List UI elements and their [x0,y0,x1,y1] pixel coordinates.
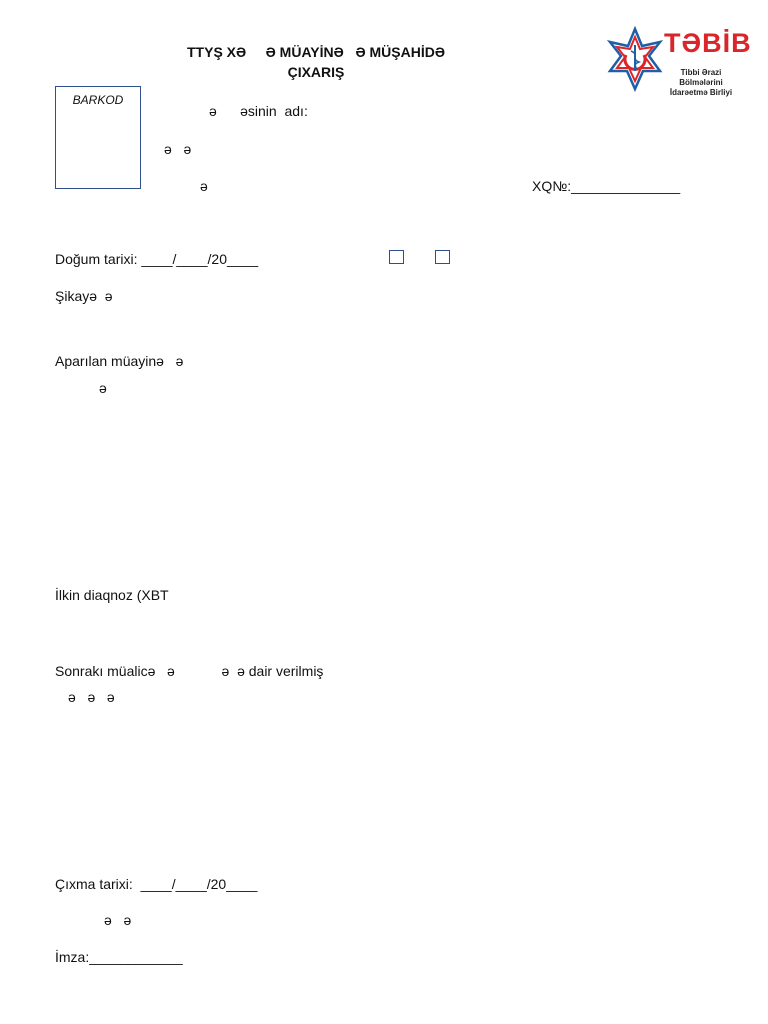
gender-checkbox-2[interactable] [435,250,450,264]
examination-label-line2: ə [99,380,107,396]
document-title-line2: ÇIXARIŞ [287,64,345,80]
signature-field[interactable]: İmza:____________ [55,949,183,965]
medical-star-emblem-icon [606,26,664,92]
logo-wordmark: TƏBİB [664,28,752,58]
institution-name-field: ə əsinin adı: [209,103,308,119]
logo-subtitle-line1: Tibbi Ərazi Bölmələrini [679,68,723,87]
examination-label-line1: Aparılan müayinə ə [55,353,184,369]
tebib-logo [606,24,752,100]
diagnosis-field: İlkin diaqnoz (XBT [55,587,169,603]
discharge-date-field[interactable]: Çıxma tarixi: ____/____/20____ [55,876,258,892]
treatment-label-line1: Sonrakı müalicə ə ə ə dair verilmiş [55,663,324,679]
birth-date-field[interactable]: Doğum tarixi: ____/____/20____ [55,251,259,267]
logo-subtitle [666,68,736,98]
gender-checkbox-1[interactable] [389,250,404,264]
barcode-label: BARKOD [72,93,124,107]
logo-subtitle-line2: İdarəetmə Birliyi [669,88,733,97]
doctor-field: ə ə [104,912,132,928]
xqn-field[interactable]: XQ№:______________ [532,178,681,194]
address-field: ə [200,178,208,194]
barcode-box [55,86,141,189]
name-field: ə ə [164,141,192,157]
complaint-field: Şikayə ə [55,288,113,304]
treatment-label-line2: ə ə ə [68,689,115,705]
document-title-line1: TTYŞ XƏ Ə MÜAYİNƏ Ə MÜŞAHİDƏ [187,44,445,60]
